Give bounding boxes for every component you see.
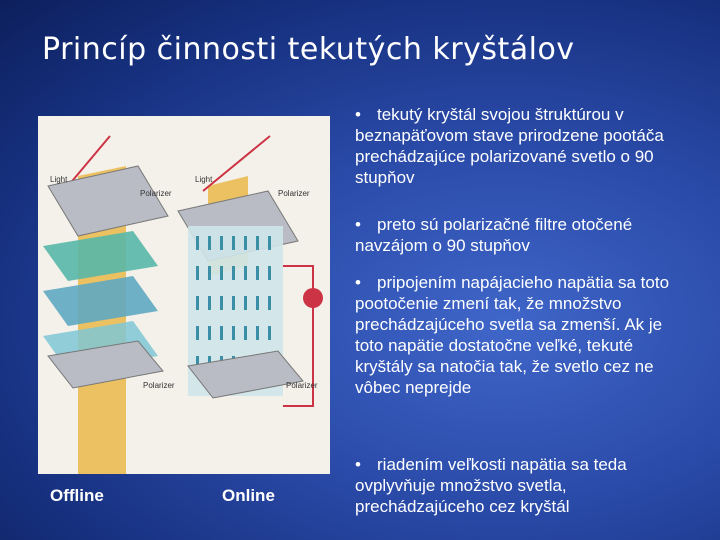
voltage-source	[303, 288, 323, 308]
bullet-item	[355, 214, 685, 256]
bullet-text: tekutý kryštál svojou štruktúrou v beznapäťovom stave prirodzene pootáča prechádzajúce polarizované svetlo o 90 stupňov	[355, 105, 664, 187]
bullet-item	[355, 454, 685, 517]
bullet-text: pripojením napájacieho napätia sa toto pootočenie zmení tak, že množstvo prechádzajúceho svetla sa zmenší. Ak je toto napätie dostatočne veľké, tekuté kryštály sa natočia tak, že svetlo cez ne vôbec neprejde	[355, 273, 670, 397]
bullet-marker: •	[355, 455, 361, 474]
crystal-layer-2	[43, 276, 158, 326]
bullet-marker: •	[355, 105, 361, 124]
bullet-marker: •	[355, 215, 361, 234]
bullet-text: riadením veľkosti napätia sa teda ovplyvňuje množstvo svetla, prechádzajúceho cez kryštál	[355, 455, 627, 516]
crystal-layer-1	[43, 231, 158, 281]
label-polarizer-top-right: Polarizer	[278, 189, 310, 198]
lcd-diagram	[38, 116, 330, 474]
label-polarizer-bottom-right: Polarizer	[286, 381, 318, 390]
caption-online: Online	[222, 486, 275, 505]
label-polarizer-top-left: Polarizer	[140, 189, 172, 198]
label-light-left: Light	[50, 175, 68, 184]
bullet-text: preto sú polarizačné filtre otočené navzájom o 90 stupňov	[355, 215, 633, 255]
caption-offline: Offline	[50, 486, 104, 505]
bullet-marker: •	[355, 273, 361, 292]
label-light-right: Light	[195, 175, 213, 184]
slide-title: Princíp činnosti tekutých kryštálov	[42, 32, 575, 67]
bullet-item	[355, 272, 685, 398]
lcd-principle-illustration	[38, 116, 330, 474]
bullet-item	[355, 104, 685, 188]
label-polarizer-bottom-left: Polarizer	[143, 381, 175, 390]
